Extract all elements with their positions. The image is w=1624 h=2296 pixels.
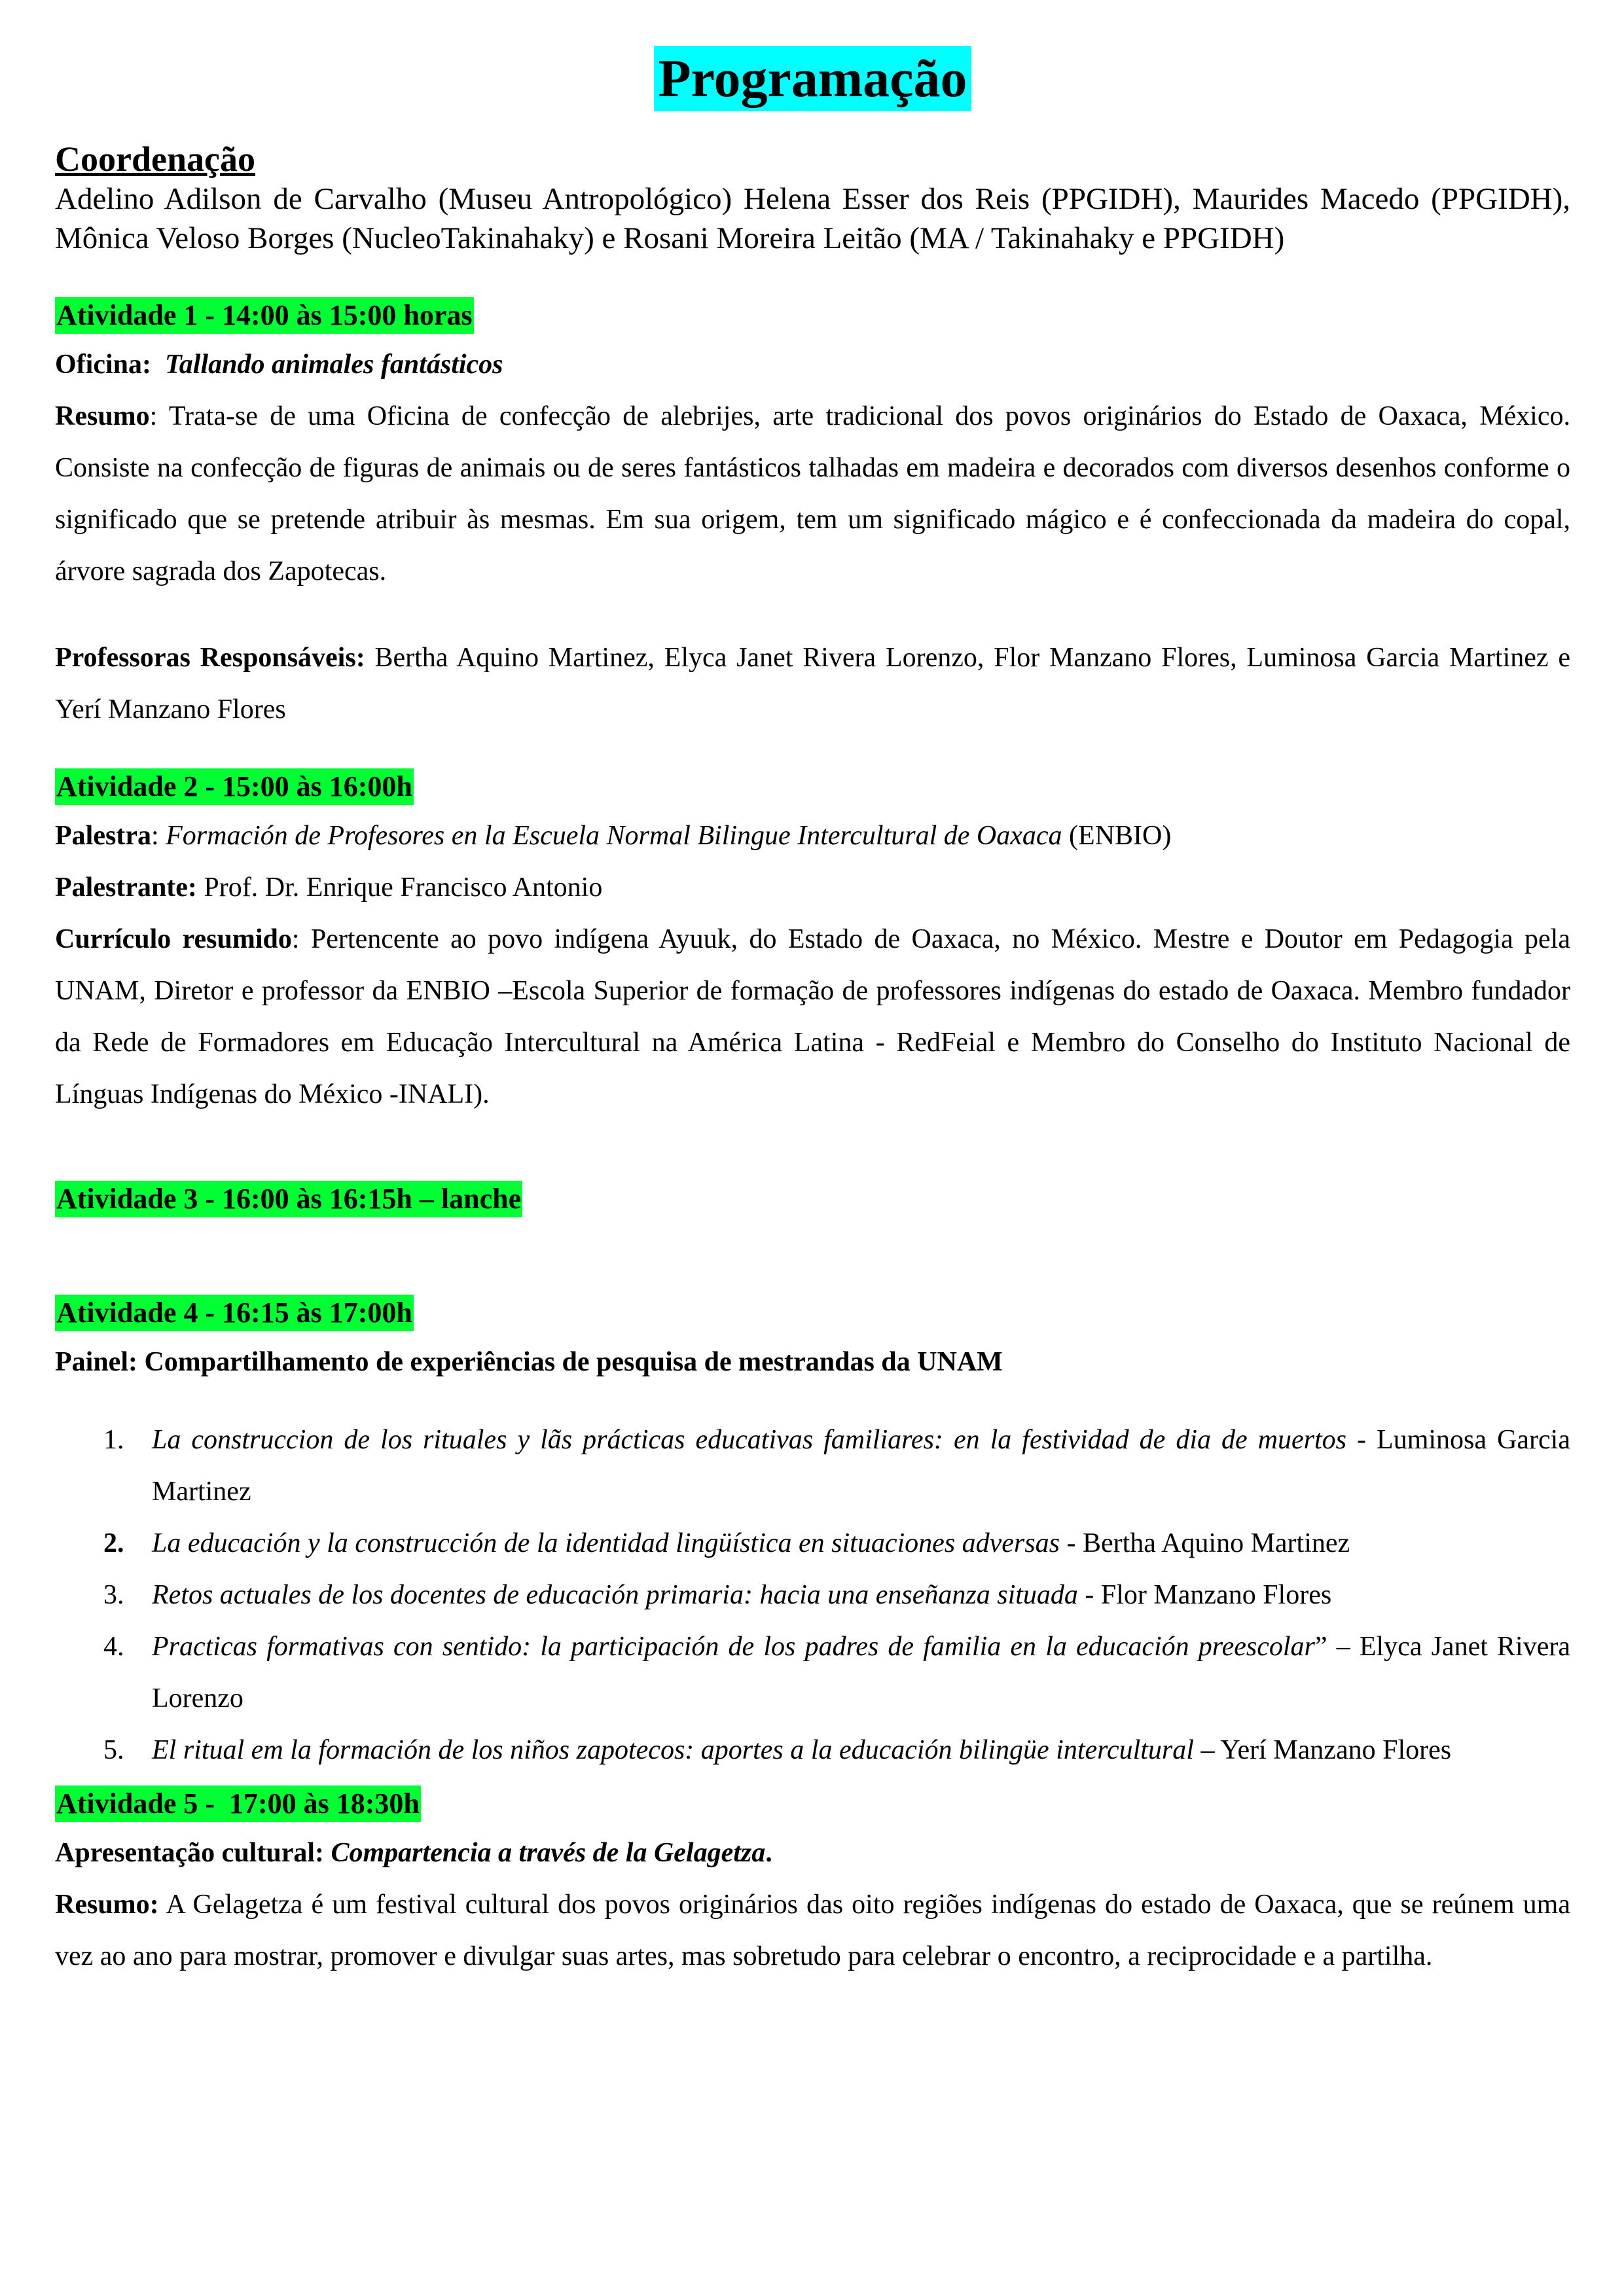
palestrante-text: Prof. Dr. Enrique Francisco Antonio xyxy=(196,872,603,903)
activity-1-section xyxy=(55,297,1570,736)
talk-title: Practicas formativas con sentido: la participación de los padres de familia en la educación preescolar xyxy=(152,1632,1315,1662)
professors-text: Bertha Aquino Martinez, Elyca Janet Rivera Lorenzo, Flor Manzano Flores, Luminosa Garcia Martinez e Yerí Manzano Flores xyxy=(55,643,1570,725)
curriculo-label: Currículo resumido xyxy=(55,924,292,954)
activity-3-label: Atividade 3 - 16:00 às 16:15h – lanche xyxy=(55,1181,522,1217)
title-wrap xyxy=(55,46,1570,111)
list-item xyxy=(55,1725,1570,1776)
activity-5-section xyxy=(55,1785,1570,1982)
talk-title: Retos actuales de los docentes de educación primaria: hacia una enseñanza situada xyxy=(152,1580,1078,1610)
coordination-heading: Coordenação xyxy=(55,139,255,179)
page-title: Programação xyxy=(654,46,971,111)
palestrante-label: Palestrante: xyxy=(55,872,197,903)
activity-4-label: Atividade 4 - 16:15 às 17:00h xyxy=(55,1295,414,1331)
coordination-text: Adelino Adilson de Carvalho (Museu Antropológico) Helena Esser dos Reis (PPGIDH), Maurides Macedo (PPGIDH), Mônica Veloso Borges (NucleoTakinahaky) e Rosani Moreira Leitão (MA / Takinahaky e PPGIDH) xyxy=(55,182,1570,255)
list-item-number: 1. xyxy=(103,1425,124,1455)
list-item xyxy=(55,1570,1570,1621)
list-item-number: 2. xyxy=(103,1528,124,1558)
talk-author: - Flor Manzano Flores xyxy=(1077,1580,1332,1610)
activity-1-resumo xyxy=(55,391,1570,598)
oficina-label: Oficina: xyxy=(55,350,151,380)
activity-1-oficina xyxy=(55,339,1570,391)
curriculo-text: : Pertencente ao povo indígena Ayuuk, do Estado de Oaxaca, no México. Mestre e Doutor em Pedagogia pela UNAM, Diretor e professor da ENBIO –Escola Superior de formação de professores indígenas do estado de Oaxaca. Membro fundador da Rede de Formadores em Educação Intercultural na América Latina - RedFeial e Membro do Conselho do Instituto Nacional de Línguas Indígenas do México -INALI). xyxy=(55,924,1570,1109)
list-item xyxy=(55,1414,1570,1518)
activity-2-label: Atividade 2 - 15:00 às 16:00h xyxy=(55,768,414,805)
resumo-text: : Trata-se de uma Oficina de confecção de alebrijes, arte tradicional dos povos originários do Estado de Oaxaca, México. Consiste na confecção de figuras de animais ou de seres fantásticos talhadas em madeira e decorados com diversos desenhos conforme o significado que se pretende atribuir às mesmas. Em sua origem, tem um significado mágico e é confeccionada da madeira do copal, árvore sagrada dos Zapotecas. xyxy=(55,401,1570,586)
talk-author: - Luminosa Garcia Martinez xyxy=(152,1425,1570,1507)
resumo-label: Resumo: xyxy=(55,1890,159,1920)
activity-5-label: Atividade 5 - 17:00 às 18:30h xyxy=(55,1785,421,1822)
activity-5-apresentacao xyxy=(55,1827,1570,1879)
activity-1-professors xyxy=(55,632,1570,736)
list-item-number: 5. xyxy=(103,1735,124,1765)
resumo-text: A Gelagetza é um festival cultural dos povos originários das oito regiões indígenas do estado de Oaxaca, que se reúnem uma vez ao ano para mostrar, promover e divulgar suas artes, mas sobretudo para celebrar o encontro, a reciprocidade e a partilha. xyxy=(55,1890,1570,1971)
talk-author: – Yerí Manzano Flores xyxy=(1193,1735,1452,1765)
activity-2-section xyxy=(55,768,1570,1121)
apresentacao-label: Apresentação cultural: xyxy=(55,1838,324,1868)
list-item xyxy=(55,1518,1570,1570)
activity-4-painel: Painel: Compartilhamento de experiências de pesquisa de mestrandas da UNAM xyxy=(55,1347,1003,1377)
professors-label: Professoras Responsáveis: xyxy=(55,643,365,673)
oficina-title: Tallando animales fantásticos xyxy=(164,350,503,380)
resumo-label: Resumo xyxy=(55,401,150,431)
palestra-title: Formación de Profesores en la Escuela Normal Bilingue Intercultural de Oaxaca xyxy=(166,821,1062,851)
palestra-suffix: (ENBIO) xyxy=(1062,821,1172,851)
activity-2-palestra: Palestra: Formación de Profesores en la Escuela Normal Bilingue Intercultural de Oaxaca (ENBIO) xyxy=(55,821,1172,851)
talk-title: La educación y la construcción de la identidad lingüística en situaciones adversas xyxy=(152,1528,1060,1558)
talk-title: La construccion de los rituales y lãs prácticas educativas familiares: en la festividad de dia de muertos xyxy=(152,1425,1347,1455)
activity-2-palestrante xyxy=(55,862,1570,914)
activity-5-resumo xyxy=(55,1879,1570,1982)
apresentacao-end: . xyxy=(765,1838,772,1868)
list-item xyxy=(55,1621,1570,1725)
activity-3-section xyxy=(55,1181,1570,1217)
activity-1-label: Atividade 1 - 14:00 às 15:00 horas xyxy=(55,297,474,334)
apresentacao-title: Compartencia a través de la Gelagetza xyxy=(331,1838,766,1868)
list-item-number: 3. xyxy=(103,1580,124,1610)
list-item-number: 4. xyxy=(103,1632,124,1662)
activity-4-section xyxy=(55,1295,1570,1776)
talks-list xyxy=(55,1414,1570,1776)
talk-author: - Bertha Aquino Martinez xyxy=(1059,1528,1350,1558)
talk-title: El ritual em la formación de los niños zapotecos: aportes a la educación bilingüe intercultural xyxy=(152,1735,1194,1765)
activity-2-curriculo xyxy=(55,914,1570,1121)
palestra-label: Palestra xyxy=(55,821,151,851)
talk-author: ” – Elyca Janet Rivera Lorenzo xyxy=(152,1632,1570,1713)
